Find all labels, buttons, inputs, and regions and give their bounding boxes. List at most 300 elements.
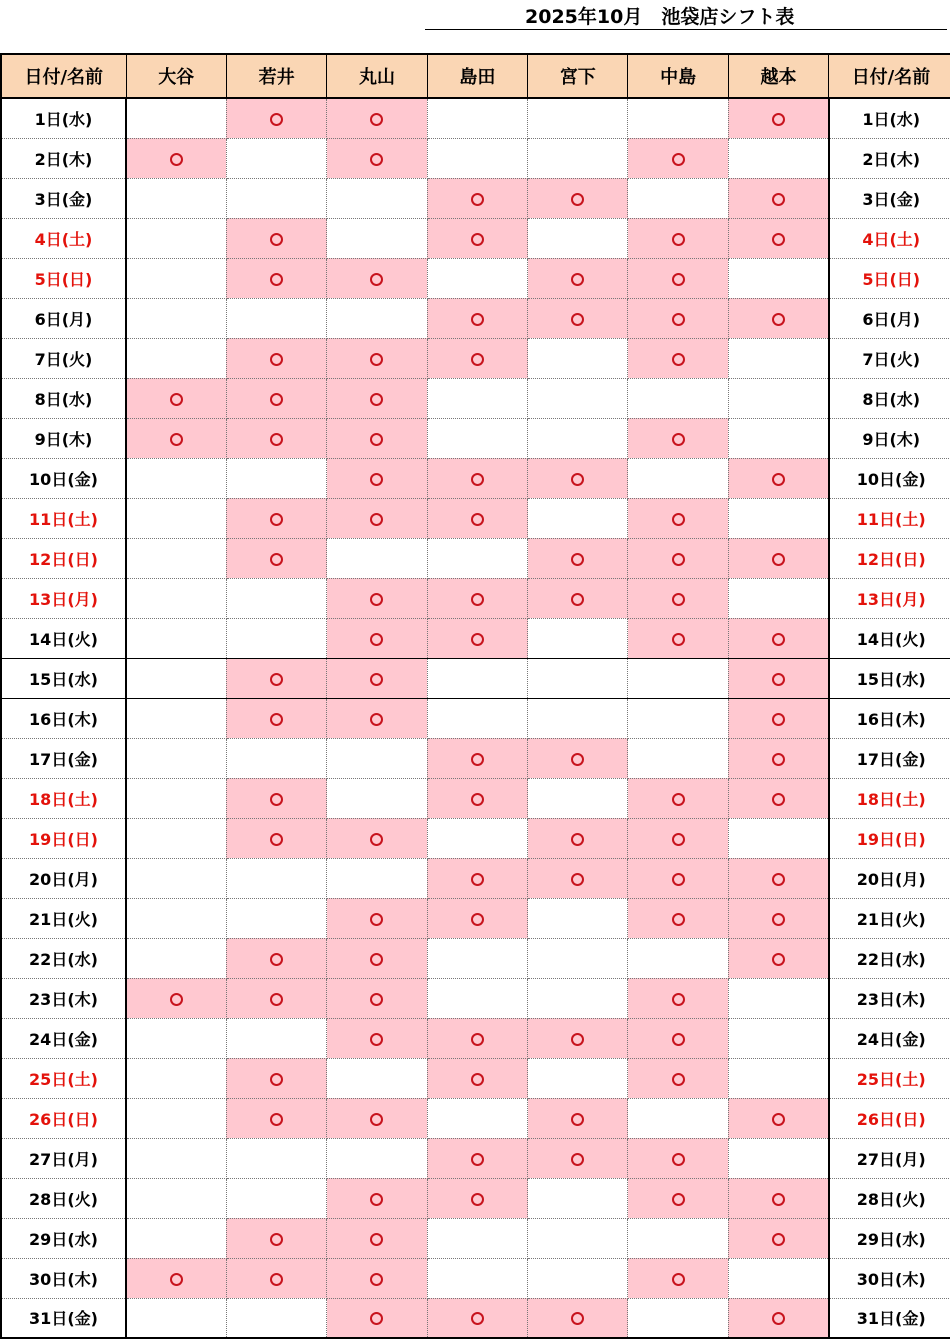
shift-cell[interactable] [628,1178,728,1218]
shift-cell[interactable] [528,378,628,418]
shift-cell[interactable] [628,458,728,498]
shift-cell[interactable] [628,1018,728,1058]
shift-cell[interactable] [628,698,728,738]
shift-cell[interactable] [126,258,226,298]
shift-cell[interactable] [628,1298,728,1338]
shift-cell[interactable] [327,978,427,1018]
shift-cell[interactable] [427,1058,527,1098]
shift-cell[interactable] [528,138,628,178]
circle-mark-icon [772,1113,785,1126]
shift-cell[interactable] [528,618,628,658]
circle-mark-icon [772,313,785,326]
shift-cell[interactable] [126,1098,226,1138]
shift-cell[interactable] [528,818,628,858]
date-cell-right: 26日(日) [829,1098,950,1138]
shift-cell[interactable] [628,1218,728,1258]
shift-cell[interactable] [728,338,828,378]
circle-mark-icon [270,233,283,246]
shift-cell[interactable] [327,658,427,698]
date-cell-right: 21日(火) [829,898,950,938]
shift-cell[interactable] [528,338,628,378]
shift-cell[interactable] [126,458,226,498]
circle-mark-icon [370,153,383,166]
date-cell-right: 30日(木) [829,1258,950,1298]
shift-cell[interactable] [628,738,728,778]
shift-cell[interactable] [226,1138,326,1178]
shift-cell[interactable] [728,218,828,258]
date-cell-right: 11日(土) [829,498,950,538]
shift-cell[interactable] [226,938,326,978]
shift-cell[interactable] [226,658,326,698]
shift-cell[interactable] [427,1258,527,1298]
shift-cell[interactable] [327,818,427,858]
circle-mark-icon [772,113,785,126]
circle-mark-icon [370,593,383,606]
shift-cell[interactable] [327,178,427,218]
shift-cell[interactable] [628,1138,728,1178]
shift-cell[interactable] [427,578,527,618]
circle-mark-icon [270,673,283,686]
circle-mark-icon [571,1153,584,1166]
shift-cell[interactable] [327,258,427,298]
date-cell-right: 8日(水) [829,378,950,418]
shift-cell[interactable] [528,858,628,898]
shift-cell[interactable] [728,1218,828,1258]
date-cell-right: 23日(木) [829,978,950,1018]
shift-cell[interactable] [327,98,427,138]
shift-cell[interactable] [728,898,828,938]
shift-cell[interactable] [226,378,326,418]
table-row [1,1138,950,1178]
shift-cell[interactable] [126,698,226,738]
shift-cell[interactable] [528,298,628,338]
circle-mark-icon [571,1113,584,1126]
table-row [1,1298,950,1338]
shift-cell[interactable] [126,1178,226,1218]
shift-cell[interactable] [427,778,527,818]
shift-cell[interactable] [628,818,728,858]
circle-mark-icon [471,913,484,926]
shift-cell[interactable] [427,938,527,978]
shift-cell[interactable] [427,898,527,938]
shift-cell[interactable] [628,338,728,378]
shift-cell[interactable] [628,1098,728,1138]
circle-mark-icon [270,353,283,366]
shift-cell[interactable] [628,138,728,178]
shift-cell[interactable] [226,578,326,618]
shift-cell[interactable] [226,1218,326,1258]
header-staff-name: 島田 [427,54,527,98]
shift-cell[interactable] [528,258,628,298]
table-row [1,418,950,458]
shift-cell[interactable] [327,1218,427,1258]
date-cell-right: 24日(金) [829,1018,950,1058]
shift-cell[interactable] [427,1138,527,1178]
date-cell-left: 27日(月) [1,1138,126,1178]
shift-cell[interactable] [226,618,326,658]
shift-cell[interactable] [126,218,226,258]
shift-cell[interactable] [126,498,226,538]
shift-cell[interactable] [427,858,527,898]
shift-cell[interactable] [327,298,427,338]
shift-cell[interactable] [226,218,326,258]
date-cell-left: 4日(土) [1,218,126,258]
circle-mark-icon [370,113,383,126]
shift-cell[interactable] [327,1018,427,1058]
shift-cell[interactable] [427,978,527,1018]
shift-cell[interactable] [226,818,326,858]
shift-cell[interactable] [226,178,326,218]
shift-cell[interactable] [427,458,527,498]
shift-cell[interactable] [226,298,326,338]
date-cell-left: 29日(水) [1,1218,126,1258]
circle-mark-icon [270,1073,283,1086]
shift-cell[interactable] [728,378,828,418]
shift-cell[interactable] [528,458,628,498]
circle-mark-icon [672,353,685,366]
shift-cell[interactable] [528,738,628,778]
shift-cell[interactable] [327,378,427,418]
header-staff-name: 越本 [728,54,828,98]
shift-cell[interactable] [327,458,427,498]
table-row [1,298,950,338]
shift-cell[interactable] [327,1258,427,1298]
shift-cell[interactable] [628,498,728,538]
shift-cell[interactable] [628,578,728,618]
shift-cell[interactable] [528,1258,628,1298]
date-cell-left: 20日(月) [1,858,126,898]
shift-cell[interactable] [728,778,828,818]
shift-cell[interactable] [327,778,427,818]
shift-cell[interactable] [427,738,527,778]
shift-cell[interactable] [327,578,427,618]
circle-mark-icon [370,633,383,646]
shift-cell[interactable] [327,858,427,898]
shift-cell[interactable] [628,538,728,578]
shift-cell[interactable] [427,698,527,738]
shift-cell[interactable] [126,618,226,658]
shift-cell[interactable] [628,378,728,418]
shift-cell[interactable] [427,378,527,418]
shift-cell[interactable] [126,378,226,418]
shift-cell[interactable] [427,98,527,138]
shift-cell[interactable] [126,1018,226,1058]
shift-cell[interactable] [226,858,326,898]
shift-cell[interactable] [628,778,728,818]
shift-cell[interactable] [327,938,427,978]
shift-cell[interactable] [528,1018,628,1058]
circle-mark-icon [170,1273,183,1286]
shift-cell[interactable] [728,1258,828,1298]
date-cell-left: 2日(木) [1,138,126,178]
shift-cell[interactable] [628,258,728,298]
shift-cell[interactable] [728,258,828,298]
shift-cell[interactable] [327,618,427,658]
table-row [1,738,950,778]
shift-cell[interactable] [327,218,427,258]
shift-cell[interactable] [528,1178,628,1218]
circle-mark-icon [270,1273,283,1286]
shift-cell[interactable] [728,498,828,538]
shift-cell[interactable] [126,898,226,938]
shift-cell[interactable] [628,858,728,898]
shift-cell[interactable] [427,1098,527,1138]
circle-mark-icon [471,353,484,366]
date-cell-left: 7日(火) [1,338,126,378]
circle-mark-icon [772,873,785,886]
shift-cell[interactable] [628,658,728,698]
shift-cell[interactable] [427,178,527,218]
shift-cell[interactable] [427,658,527,698]
circle-mark-icon [672,273,685,286]
shift-cell[interactable] [226,338,326,378]
shift-cell[interactable] [226,698,326,738]
circle-mark-icon [370,353,383,366]
date-cell-left: 17日(金) [1,738,126,778]
circle-mark-icon [672,993,685,1006]
date-cell-left: 21日(火) [1,898,126,938]
circle-mark-icon [672,153,685,166]
shift-cell[interactable] [528,938,628,978]
shift-cell[interactable] [528,1058,628,1098]
shift-cell[interactable] [427,1218,527,1258]
shift-cell[interactable] [126,418,226,458]
date-cell-left: 14日(火) [1,618,126,658]
shift-cell[interactable] [728,298,828,338]
shift-cell[interactable] [728,178,828,218]
shift-cell[interactable] [728,578,828,618]
shift-cell[interactable] [226,458,326,498]
shift-cell[interactable] [126,818,226,858]
shift-cell[interactable] [226,138,326,178]
shift-cell[interactable] [728,1138,828,1178]
shift-cell[interactable] [226,1018,326,1058]
shift-cell[interactable] [126,178,226,218]
shift-cell[interactable] [728,1298,828,1338]
shift-cell[interactable] [226,1178,326,1218]
circle-mark-icon [571,473,584,486]
shift-cell[interactable] [126,778,226,818]
shift-cell[interactable] [327,138,427,178]
shift-cell[interactable] [427,418,527,458]
date-cell-left: 6日(月) [1,298,126,338]
circle-mark-icon [471,1033,484,1046]
shift-cell[interactable] [126,98,226,138]
circle-mark-icon [270,1233,283,1246]
date-cell-left: 15日(水) [1,658,126,698]
shift-cell[interactable] [226,1298,326,1338]
shift-cell[interactable] [528,1138,628,1178]
shift-cell[interactable] [528,698,628,738]
shift-cell[interactable] [327,898,427,938]
shift-cell[interactable] [728,858,828,898]
shift-cell[interactable] [126,578,226,618]
shift-cell[interactable] [728,978,828,1018]
date-cell-right: 27日(月) [829,1138,950,1178]
table-row [1,338,950,378]
shift-cell[interactable] [528,978,628,1018]
date-cell-left: 11日(土) [1,498,126,538]
shift-cell[interactable] [226,778,326,818]
shift-cell[interactable] [427,1298,527,1338]
date-cell-right: 28日(火) [829,1178,950,1218]
shift-cell[interactable] [628,298,728,338]
shift-cell[interactable] [427,338,527,378]
shift-cell[interactable] [226,978,326,1018]
shift-cell[interactable] [528,498,628,538]
shift-cell[interactable] [126,858,226,898]
shift-cell[interactable] [528,1098,628,1138]
shift-cell[interactable] [126,138,226,178]
date-cell-right: 29日(水) [829,1218,950,1258]
shift-cell[interactable] [628,418,728,458]
circle-mark-icon [471,513,484,526]
shift-cell[interactable] [528,1218,628,1258]
shift-cell[interactable] [628,218,728,258]
circle-mark-icon [772,793,785,806]
shift-cell[interactable] [728,938,828,978]
shift-cell[interactable] [327,1058,427,1098]
shift-cell[interactable] [327,1178,427,1218]
table-row [1,898,950,938]
shift-cell[interactable] [427,818,527,858]
shift-cell[interactable] [226,498,326,538]
shift-cell[interactable] [427,258,527,298]
shift-cell[interactable] [628,1258,728,1298]
shift-cell[interactable] [327,1138,427,1178]
shift-cell[interactable] [528,578,628,618]
shift-cell[interactable] [327,338,427,378]
shift-cell[interactable] [528,658,628,698]
shift-cell[interactable] [728,618,828,658]
date-cell-left: 18日(土) [1,778,126,818]
circle-mark-icon [772,1233,785,1246]
shift-cell[interactable] [327,418,427,458]
shift-cell[interactable] [628,978,728,1018]
shift-cell[interactable] [728,1098,828,1138]
table-row [1,818,950,858]
shift-cell[interactable] [628,1058,728,1098]
shift-cell[interactable] [528,538,628,578]
shift-cell[interactable] [528,418,628,458]
shift-cell[interactable] [226,418,326,458]
shift-cell[interactable] [226,1258,326,1298]
shift-cell[interactable] [427,618,527,658]
shift-cell[interactable] [327,1298,427,1338]
shift-cell[interactable] [126,1298,226,1338]
circle-mark-icon [672,833,685,846]
shift-cell[interactable] [427,218,527,258]
shift-cell[interactable] [327,738,427,778]
circle-mark-icon [370,1233,383,1246]
date-cell-left: 13日(月) [1,578,126,618]
shift-cell[interactable] [226,1058,326,1098]
shift-cell[interactable] [427,1018,527,1058]
shift-cell[interactable] [728,418,828,458]
shift-cell[interactable] [327,1098,427,1138]
shift-cell[interactable] [728,538,828,578]
shift-cell[interactable] [628,898,728,938]
shift-cell[interactable] [427,538,527,578]
table-row [1,1058,950,1098]
shift-cell[interactable] [528,1298,628,1338]
shift-cell[interactable] [528,98,628,138]
circle-mark-icon [772,233,785,246]
shift-cell[interactable] [728,138,828,178]
shift-cell[interactable] [628,618,728,658]
shift-cell[interactable] [327,698,427,738]
shift-cell[interactable] [528,778,628,818]
shift-cell[interactable] [226,98,326,138]
shift-cell[interactable] [528,218,628,258]
shift-cell[interactable] [126,738,226,778]
shift-cell[interactable] [126,1058,226,1098]
circle-mark-icon [370,673,383,686]
circle-mark-icon [772,633,785,646]
shift-cell[interactable] [528,178,628,218]
shift-cell[interactable] [628,178,728,218]
circle-mark-icon [170,393,183,406]
circle-mark-icon [370,273,383,286]
shift-cell[interactable] [728,1018,828,1058]
shift-cell[interactable] [427,498,527,538]
shift-cell[interactable] [327,538,427,578]
shift-cell[interactable] [728,1058,828,1098]
shift-cell[interactable] [427,1178,527,1218]
shift-cell[interactable] [528,898,628,938]
shift-cell[interactable] [327,498,427,538]
shift-cell[interactable] [126,338,226,378]
shift-cell[interactable] [126,658,226,698]
shift-cell[interactable] [728,658,828,698]
date-cell-left: 30日(木) [1,1258,126,1298]
shift-cell[interactable] [126,298,226,338]
shift-cell[interactable] [427,298,527,338]
shift-cell[interactable] [126,1138,226,1178]
circle-mark-icon [772,673,785,686]
shift-cell[interactable] [226,538,326,578]
shift-cell[interactable] [427,138,527,178]
shift-cell[interactable] [226,898,326,938]
header-staff-name: 若井 [226,54,326,98]
shift-cell[interactable] [728,738,828,778]
table-row [1,498,950,538]
shift-cell[interactable] [126,978,226,1018]
circle-mark-icon [672,1193,685,1206]
shift-cell[interactable] [126,538,226,578]
date-cell-right: 15日(水) [829,658,950,698]
shift-cell[interactable] [628,938,728,978]
shift-cell[interactable] [126,1258,226,1298]
circle-mark-icon [772,193,785,206]
table-row [1,578,950,618]
circle-mark-icon [370,1113,383,1126]
shift-cell[interactable] [126,1218,226,1258]
shift-cell[interactable] [728,1178,828,1218]
circle-mark-icon [772,753,785,766]
shift-cell[interactable] [226,1098,326,1138]
shift-cell[interactable] [226,738,326,778]
shift-cell[interactable] [226,258,326,298]
shift-cell[interactable] [728,698,828,738]
circle-mark-icon [672,1273,685,1286]
shift-cell[interactable] [728,818,828,858]
shift-cell[interactable] [628,98,728,138]
circle-mark-icon [270,833,283,846]
shift-cell[interactable] [728,458,828,498]
shift-cell[interactable] [728,98,828,138]
shift-cell[interactable] [126,938,226,978]
